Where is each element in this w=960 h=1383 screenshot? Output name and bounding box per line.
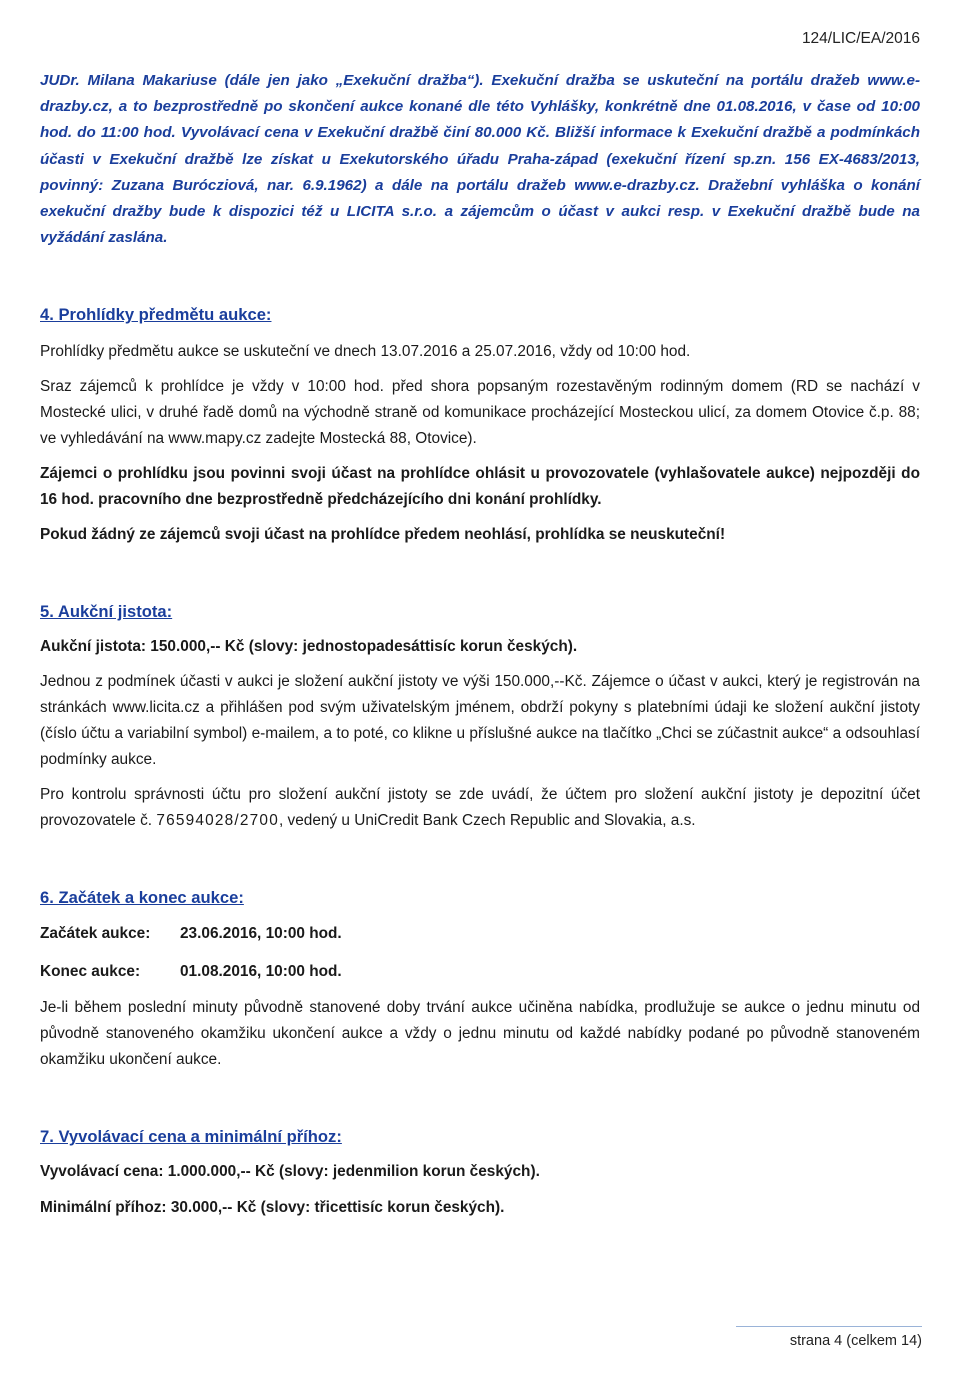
account-info-lead: Pro kontrolu správnosti účtu pro složení aukční jistoty se zde uvádí, že účtem pro složení aukční jistoty je depozitní účet provozovatele č. xyxy=(40,786,920,830)
auction-end-value: 01.08.2016, 10:00 hod. xyxy=(180,963,342,981)
auction-start-label: Začátek aukce: xyxy=(40,925,151,943)
page-number: strana 4 (celkem 14) xyxy=(789,1333,922,1349)
account-number: 76594028/2700 xyxy=(156,812,279,830)
section-5-heading: 5. Aukční jistota: xyxy=(40,602,173,622)
section-5-account-info xyxy=(40,782,920,834)
auction-end-row xyxy=(40,959,920,985)
document-reference: 124/LIC/EA/2016 xyxy=(801,30,920,47)
section-6-extension-rule: Je-li během poslední minuty původně stanovené doby trvání aukce učiněna nabídka, prodlužuje se aukce o jednu minutu od původně stanoveného okamžiku ukončení aukce a vždy o jednu minutu od každé nabídky podané po původně stanoveném okamžiku ukončení aukce. xyxy=(40,999,920,1069)
section-5-deposit-conditions: Jednou z podmínek účasti v aukci je složení aukční jistoty ve výši 150.000,--Kč. Zájemce o účast v aukci, který je registrován na stránkách www.licita.cz a přihlášen pod svým uživatelským jménem, obdrží pokyny s platebními údaji ke složení aukční jistoty (číslo účtu a variabilní symbol) e-mailem, a to poté, co klikne u příslušné aukce na tlačítko „Chci se zúčastnit aukce“ a odsouhlasí podmínky aukce. xyxy=(40,673,920,769)
section-4-registration-note: Zájemci o prohlídku jsou povinni svoji účast na prohlídce ohlásit u provozovatele (vyhlašovatele aukce) nejpozději do 16 hod. pracovního dne bezprostředně předcházejícího dni konání prohlídky. xyxy=(40,465,920,509)
section-4-heading: 4. Prohlídky předmětu aukce: xyxy=(40,305,272,325)
section-7-heading: 7. Vyvolávací cena a minimální příhoz: xyxy=(40,1127,342,1147)
account-info-bank: , vedený u UniCredit Bank Czech Republic and Slovakia, a.s. xyxy=(278,812,696,830)
section-4-meeting-point: Sraz zájemců k prohlídce je vždy v 10:00 hod. před shora popsaným rozestavěným rodinným domem (RD se nachází v Mostecké ulici, v druhé řadě domů na východně straně od komunikace procházející Mosteckou ulicí, za domem Otovice č.p. 88; ve vyhledávání na www.mapy.cz zadejte Mostecká 88, Otovice). xyxy=(40,378,920,448)
auction-end-label: Konec aukce: xyxy=(40,963,141,981)
section-4-warning: Pokud žádný ze zájemců svoji účast na prohlídce předem neohlásí, prohlídka se neuskuteční! xyxy=(40,526,726,544)
auction-start-row xyxy=(40,921,920,947)
footer-divider xyxy=(736,1326,922,1327)
section-4-inspection-dates: Prohlídky předmětu aukce se uskuteční ve dnech 13.07.2016 a 25.07.2016, vždy od 10:00 hod. xyxy=(40,343,691,361)
section-5-deposit-amount: Aukční jistota: 150.000,-- Kč (slovy: jednostopadesáttisíc korun českých). xyxy=(40,638,578,656)
auction-start-value: 23.06.2016, 10:00 hod. xyxy=(180,925,342,943)
intro-paragraph: JUDr. Milana Makariuse (dále jen jako „Exekuční dražba“). Exekuční dražba se uskuteční na portálu dražeb www.e-drazby.cz, a to bezprostředně po skončení aukce konané dle této Vyhlášky, konkrétně dne 01.08.2016, v čase od 10:00 hod. do 11:00 hod. Vyvolávací cena v Exekuční dražbě činí 80.000 Kč. Bližší informace k Exekuční dražbě a podmínkách účasti v Exekuční dražbě lze získat u Exekutorského úřadu Praha-západ (exekuční řízení sp.zn. 156 EX-4683/2013, povinný: Zuzana Burócziová, nar. 6.9.1962) a dále na portálu dražeb www.e-drazby.cz. Dražební vyhláška o konání exekuční dražby bude k dispozici též u LICITA s.r.o. a zájemcům o účast v aukci resp. v Exekuční dražbě bude na vyžádání zaslána. xyxy=(40,72,920,247)
document-body xyxy=(40,68,920,1221)
minimum-bid: Minimální příhoz: 30.000,-- Kč (slovy: třicettisíc korun českých). xyxy=(40,1199,505,1217)
starting-price: Vyvolávací cena: 1.000.000,-- Kč (slovy: jedenmilion korun českých). xyxy=(40,1163,540,1181)
section-6-heading: 6. Začátek a konec aukce: xyxy=(40,888,244,908)
